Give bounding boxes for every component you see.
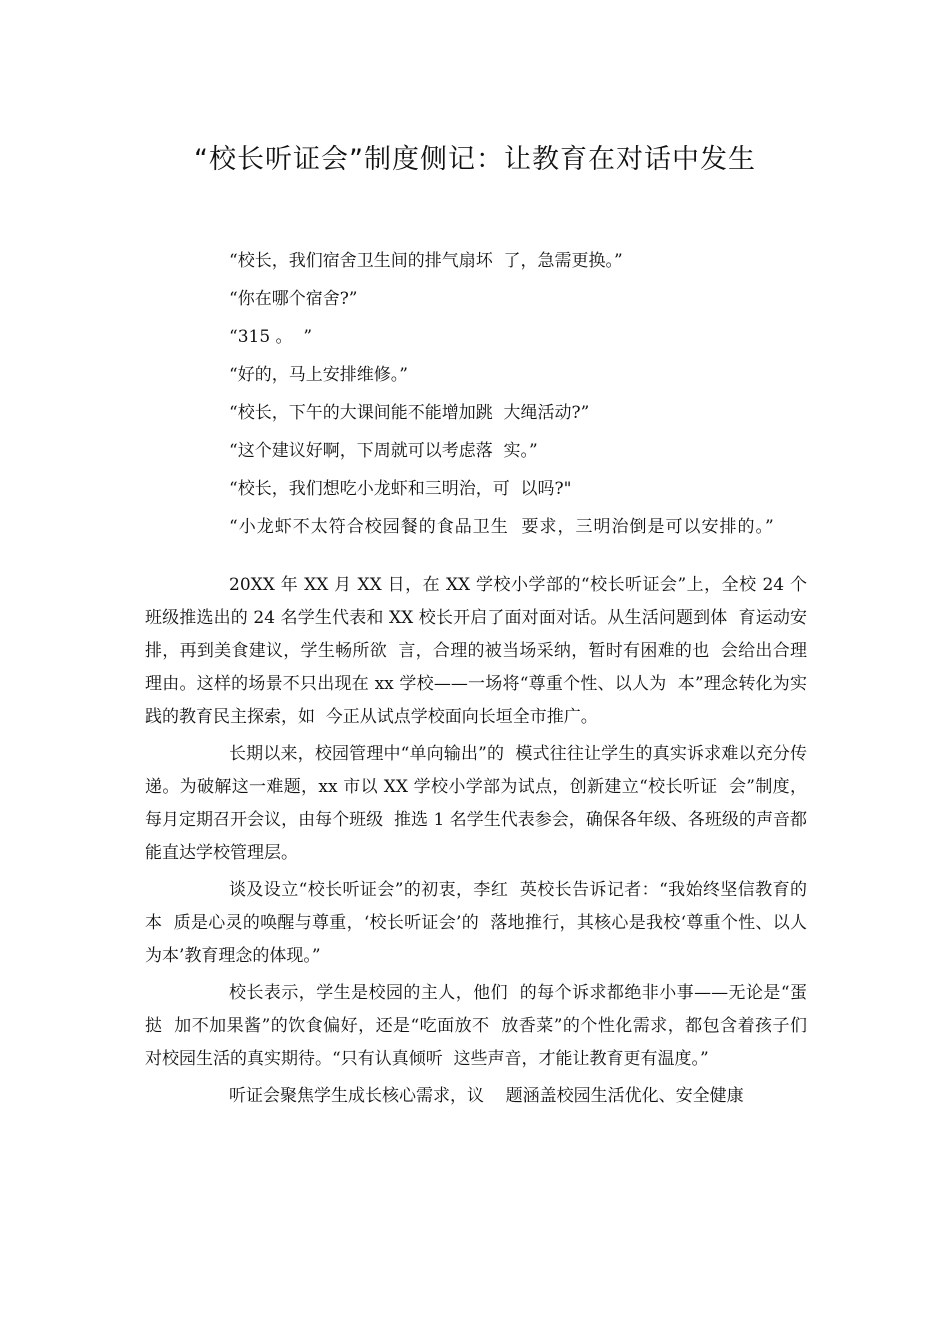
body-paragraph: 长期以来，校园管理中“单向输出”的 模式往往让学生的真实诉求难以充分传 递。为破解这一难题，xx 市以 XX 学校小学部为试点，创新建立“校长听证 会”制度，每月定期召开会议，由每个班级 推选 1 名学生代表参会，确保各年级、各班级的声音都能直达学校管理层。 <box>145 744 818 863</box>
body-paragraph: 听证会聚焦学生成长核心需求，议 题涵盖校园生活优化、安全健康 <box>229 1086 744 1106</box>
dialogue-line: “校长，我们想吃小龙虾和三明治，可 以吗?" <box>229 479 572 499</box>
dialogue-line: “小龙虾不太符合校园餐的食品卫生 要求，三明治倒是可以安排的。” <box>229 517 775 537</box>
dialogue-line: “315 。 ” <box>229 327 313 347</box>
document-title: “校长听证会”制度侧记：让教育在对话中发生 <box>194 144 756 175</box>
dialogue-line: “这个建议好啊，下周就可以考虑落 实。” <box>229 441 538 461</box>
dialogue-line: “校长，下午的大课间能不能增加跳 大绳活动?” <box>229 403 590 423</box>
document-body <box>145 245 818 1117</box>
body-paragraph: 谈及设立“校长听证会”的初衷，李红 英校长告诉记者：“我始终坚信教育的本 质是心灵的唤醒与尊重，‘校长听证会’的 落地推行，其核心是我校‘尊重个性、以人 为本’教育理念的体现。” <box>145 880 818 966</box>
dialogue-section <box>145 245 807 544</box>
dialogue-line: “校长，我们宿舍卫生间的排气扇坏 了，急需更换。” <box>229 251 623 271</box>
body-paragraph: 校长表示，学生是校园的主人，他们 的每个诉求都绝非小事——无论是“蛋挞 加不加果酱”的饮食偏好，还是“吃面放不 放香菜”的个性化需求，都包含着孩子们 对校园生活的真实期待。“只有认真倾听 这些声音，才能让教育更有温度。” <box>145 983 818 1069</box>
section-spacer <box>145 549 807 569</box>
body-paragraph: 20XX 年 XX 月 XX 日，在 XX 学校小学部的“校长听证会”上，全校 24 个班级推选出的 24 名学生代表和 XX 校长开启了面对面对话。从生活问题到体 育运动安排，再到美食建议，学生畅所欲 言，合理的被当场采纳，暂时有困难的也 会给出合理理由。这样的场景不只出现在 xx 学校——一场将“尊重个性、以人为 本”理念转化为实践的教育民主探索，如 今正从试点学校面向长垣全市推广。 <box>145 575 807 727</box>
dialogue-line: “你在哪个宿舍?” <box>229 289 358 309</box>
dialogue-line: “好的，马上安排维修。” <box>229 365 408 385</box>
article-section <box>145 569 818 1113</box>
